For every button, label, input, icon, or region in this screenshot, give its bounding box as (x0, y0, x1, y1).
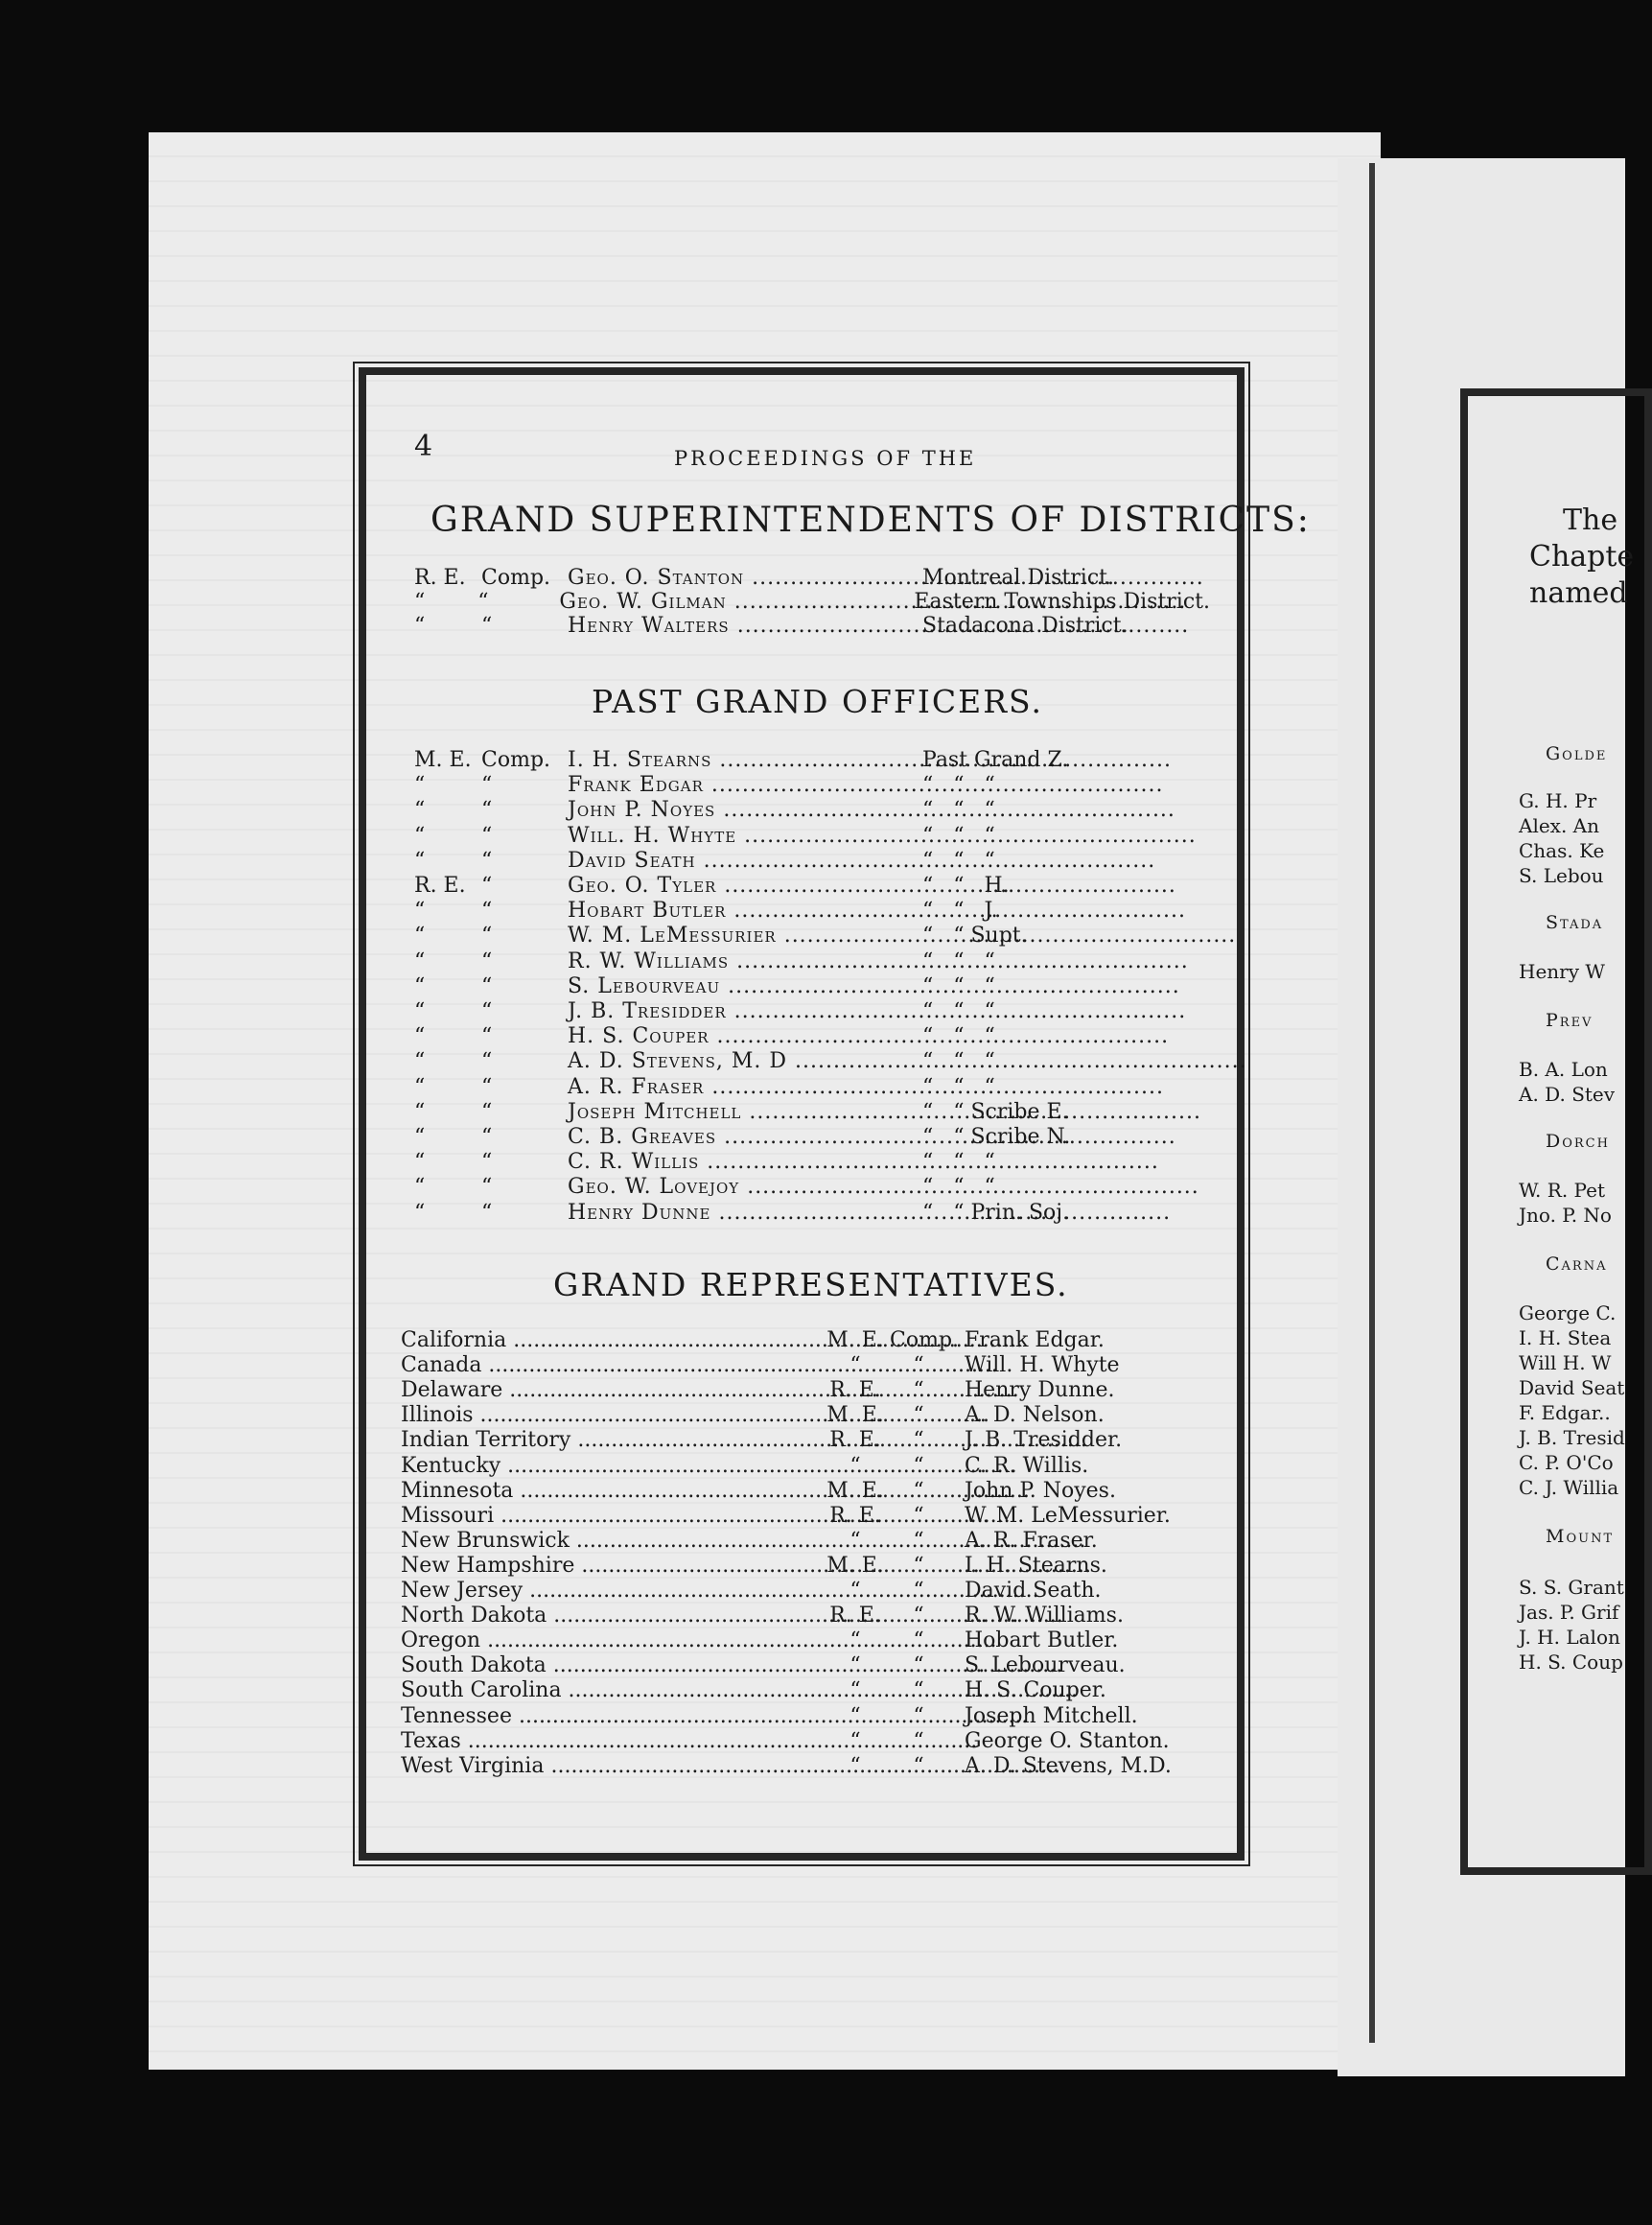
state-name: Texas ..... (401, 1729, 821, 1753)
state-name: West Virginia ..... (401, 1754, 821, 1778)
page-gutter (1369, 163, 1375, 2043)
state-name: New Brunswick ..... (401, 1529, 821, 1553)
comp-label: “ (913, 1628, 924, 1653)
officer-name: I. H. Stearns ..... (568, 748, 922, 772)
officer-name: C. B. Greaves ..... (568, 1125, 922, 1149)
rank-label: “ (849, 1753, 861, 1778)
page-number: 4 (414, 430, 433, 463)
rank-label: M. E. (826, 1478, 884, 1503)
state-name: Minnesota ..... (401, 1479, 821, 1503)
comp-label: “ (913, 1753, 924, 1778)
state-name: Tennessee ..... (401, 1704, 821, 1728)
facing-name-line: Alex. An (1519, 814, 1599, 837)
past-officer-row (414, 924, 1181, 949)
comp-label: “ (913, 1528, 924, 1553)
facing-intro-line: Chapte (1529, 540, 1635, 574)
comp-label: Comp. (481, 566, 551, 590)
comp-label: “ (913, 1453, 924, 1478)
district-label: Stadacona District. (922, 614, 1128, 638)
facing-name-line: Chas. Ke (1519, 839, 1605, 862)
office-label: “ “ “ (922, 1074, 995, 1099)
office-label: “ “ “ (922, 999, 995, 1023)
representative-name: I. H. Stearns. (965, 1553, 1107, 1578)
comp-label: “ (913, 1604, 924, 1628)
representative-row (401, 1604, 1197, 1628)
past-officer-row (414, 899, 1181, 924)
office-label: “ “ Supt. (922, 924, 1028, 949)
officer-name: A. D. Stevens, M. D ..... (568, 1049, 922, 1073)
comp-label: “ (913, 1353, 924, 1378)
representative-row (401, 1678, 1197, 1703)
comp-label: “ (481, 1150, 493, 1175)
comp-label: “ (481, 924, 493, 949)
representative-name: W. M. LeMessurier. (965, 1503, 1171, 1528)
rank-label: “ (414, 848, 426, 873)
representative-row (401, 1754, 1197, 1779)
comp-label: “ (913, 1579, 924, 1603)
past-officer-row (414, 1075, 1181, 1100)
office-label: “ “ “ (922, 973, 995, 998)
rank-label: R. E. (829, 1503, 881, 1528)
rank-label: “ (849, 1628, 861, 1653)
comp-label: “ (913, 1678, 924, 1703)
rank-label: “ (414, 1125, 426, 1149)
officer-name: John P. Noyes ..... (568, 798, 922, 822)
rank-label: R. E. (414, 874, 466, 898)
superintendents-heading: GRAND SUPERINTENDENTS OF DISTRICTS: (430, 501, 1311, 540)
facing-name-line: Jno. P. No (1519, 1204, 1612, 1227)
rank-label: R. E. (829, 1378, 881, 1403)
running-head: PROCEEDINGS OF THE (674, 447, 977, 470)
facing-name-line: Jas. P. Grif (1519, 1601, 1619, 1624)
representative-row (401, 1579, 1197, 1604)
facing-name-line: F. Edgar.. (1519, 1401, 1611, 1424)
rank-label: “ (414, 973, 426, 998)
comp-label: “ (481, 973, 493, 998)
representative-name: A. R. Fraser. (965, 1528, 1098, 1553)
facing-name-line: I. H. Stea (1519, 1326, 1612, 1349)
representative-name: Will. H. Whyte (965, 1353, 1120, 1378)
representative-row (401, 1328, 1197, 1353)
representatives-heading: GRAND REPRESENTATIVES. (553, 1266, 1069, 1303)
rank-label: “ (849, 1453, 861, 1478)
comp-label: “ (913, 1378, 924, 1403)
comp-label: “ (481, 614, 493, 638)
district-label: Eastern Townships District. (914, 590, 1210, 614)
state-name: California ..... (401, 1328, 821, 1352)
facing-name-line: David Seat (1519, 1376, 1625, 1399)
office-label: “ “ Scribe E. (922, 1099, 1069, 1124)
facing-section-heading: Mount (1546, 1526, 1615, 1547)
office-label: “ “ “ (922, 1175, 995, 1200)
officer-name: Hobart Butler ..... (568, 899, 922, 923)
representative-name: R. W. Williams. (965, 1604, 1124, 1628)
comp-label: “ (481, 1200, 493, 1225)
comp-label: “ (481, 949, 493, 973)
comp-label: “ (481, 1024, 493, 1049)
state-name: South Dakota ..... (401, 1653, 821, 1677)
facing-name-line: S. S. Grant (1519, 1576, 1624, 1599)
facing-name-line: S. Lebou (1519, 864, 1604, 887)
representative-row (401, 1628, 1197, 1653)
office-label: “ “ “ (922, 798, 995, 823)
state-name: Missouri ..... (401, 1504, 821, 1528)
state-name: North Dakota ..... (401, 1604, 821, 1628)
rank-label: “ (414, 899, 426, 924)
facing-section-heading: Carna (1546, 1253, 1608, 1275)
state-name: New Hampshire ..... (401, 1554, 821, 1578)
officer-name: Henry Dunne ..... (568, 1201, 922, 1225)
rank-label: “ (414, 1049, 426, 1074)
past-officer-row (414, 874, 1181, 899)
facing-name-line: Henry W (1519, 960, 1605, 983)
comp-label: “ (481, 848, 493, 873)
past-officer-row (414, 748, 1181, 773)
facing-section-heading: Golde (1546, 743, 1608, 764)
rank-label: “ (414, 590, 426, 614)
past-officer-row (414, 974, 1181, 999)
officer-name: Geo. W. Lovejoy ..... (568, 1175, 922, 1199)
representative-row (401, 1704, 1197, 1729)
representative-name: Henry Dunne. (965, 1378, 1115, 1403)
facing-name-line: J. H. Lalon (1519, 1626, 1620, 1649)
comp-label: “ (913, 1478, 924, 1503)
representative-name: John P. Noyes. (965, 1478, 1116, 1503)
representative-name: David Seath. (965, 1579, 1102, 1603)
representative-row (401, 1504, 1197, 1529)
facing-intro-line: The (1563, 504, 1618, 537)
facing-name-line: J. B. Tresid (1519, 1426, 1625, 1449)
rank-label: M. E. (826, 1403, 884, 1428)
past-officer-row (414, 824, 1181, 849)
state-name: Indian Territory ..... (401, 1428, 821, 1452)
rank-label: “ (849, 1353, 861, 1378)
comp-label: “ (913, 1728, 924, 1753)
rank-label: M. E. (826, 1328, 884, 1352)
representative-row (401, 1554, 1197, 1579)
representative-row (401, 1403, 1197, 1428)
representative-name: Hobart Butler. (965, 1628, 1119, 1653)
officer-name: R. W. Williams ..... (568, 949, 922, 973)
comp-label: “ (913, 1428, 924, 1453)
rank-label: “ (414, 798, 426, 823)
office-label: “ “ “ (922, 823, 995, 848)
officer-name: C. R. Willis ..... (568, 1150, 922, 1174)
representative-name: C. R. Willis. (965, 1453, 1089, 1478)
rank-label: “ (414, 949, 426, 973)
past-officer-row (414, 1024, 1181, 1049)
comp-label: “ (481, 999, 493, 1023)
officer-name: Geo. O. Stanton ..... (568, 566, 922, 590)
comp-label: “ (481, 773, 493, 798)
representative-name: A. D. Nelson. (965, 1403, 1105, 1428)
past-officer-row (414, 949, 1181, 974)
comp-label: Comp. (890, 1328, 960, 1352)
facing-page-clip (1467, 396, 1635, 1863)
facing-name-line: C. J. Willia (1519, 1476, 1619, 1499)
state-name: South Carolina ..... (401, 1678, 821, 1702)
superintendent-row (414, 566, 1210, 591)
office-label: “ “ Scribe N. (922, 1125, 1071, 1149)
comp-label: “ (481, 1049, 493, 1074)
rank-label: “ (414, 1024, 426, 1049)
rank-label: M. E. (826, 1553, 884, 1578)
rank-label: “ (414, 924, 426, 949)
comp-label: “ (913, 1503, 924, 1528)
facing-name-line: C. P. O'Co (1519, 1451, 1614, 1474)
office-label: “ “ “ (922, 773, 995, 798)
comp-label: “ (481, 1125, 493, 1149)
rank-label: “ (414, 999, 426, 1023)
representative-name: A. D. Stevens, M.D. (965, 1753, 1172, 1778)
office-label: “ “ Prin. Soj. (922, 1200, 1070, 1225)
rank-label: “ (414, 1074, 426, 1099)
superintendent-row (414, 614, 1210, 639)
comp-label: “ (913, 1553, 924, 1578)
state-name: New Jersey ..... (401, 1579, 821, 1603)
officer-name: J. B. Tresidder ..... (568, 999, 922, 1023)
past-officer-row (414, 849, 1181, 874)
rank-label: “ (849, 1528, 861, 1553)
rank-label: “ (414, 614, 426, 638)
officer-name: W. M. LeMessurier ..... (568, 924, 922, 948)
office-label: “ “ J. (922, 899, 998, 924)
officer-name: S. Lebourveau ..... (568, 974, 922, 998)
comp-label: “ (481, 798, 493, 823)
past-officer-row (414, 798, 1181, 823)
past-officer-row (414, 773, 1181, 798)
officer-name: H. S. Couper ..... (568, 1024, 922, 1048)
representative-name: Joseph Mitchell. (965, 1703, 1138, 1728)
comp-label: “ (481, 899, 493, 924)
facing-name-line: W. R. Pet (1519, 1179, 1605, 1202)
facing-intro-line: named (1529, 576, 1628, 610)
comp-label: “ (481, 823, 493, 848)
rank-label: “ (414, 1200, 426, 1225)
office-label: “ “ “ (922, 1024, 995, 1049)
office-label: “ “ H. (922, 874, 1010, 898)
representative-name: S. Lebourveau. (965, 1653, 1126, 1678)
officer-name: Geo. O. Tyler ..... (568, 874, 922, 898)
representative-row (401, 1653, 1197, 1678)
representative-row (401, 1729, 1197, 1754)
representative-row (401, 1479, 1197, 1504)
past-officer-row (414, 1201, 1181, 1226)
officer-name: Frank Edgar ..... (568, 773, 922, 797)
facing-name-line: George C. (1519, 1301, 1617, 1324)
representative-name: George O. Stanton. (965, 1728, 1170, 1753)
comp-label: “ (913, 1703, 924, 1728)
facing-section-heading: Stada (1546, 912, 1604, 933)
comp-label: “ (481, 1175, 493, 1200)
past-officer-row (414, 1175, 1181, 1200)
comp-label: “ (481, 874, 493, 898)
rank-label: “ (849, 1728, 861, 1753)
state-name: Oregon ..... (401, 1628, 821, 1652)
past-officers-heading: PAST GRAND OFFICERS. (592, 683, 1043, 720)
representative-row (401, 1529, 1197, 1554)
representative-name: J. B. Tresidder. (965, 1428, 1123, 1453)
office-label: “ “ “ (922, 848, 995, 873)
rank-label: “ (414, 823, 426, 848)
comp-label: “ (913, 1403, 924, 1428)
rank-label: “ (849, 1678, 861, 1703)
officer-name: Joseph Mitchell ..... (568, 1100, 922, 1124)
district-label: Montreal District. (922, 566, 1114, 590)
representative-row (401, 1428, 1197, 1453)
comp-label: “ (481, 1074, 493, 1099)
representative-name: Frank Edgar. (965, 1328, 1105, 1352)
rank-label: “ (414, 773, 426, 798)
representative-name: H. S. Couper. (965, 1678, 1106, 1703)
office-label: “ “ “ (922, 1150, 995, 1175)
superintendent-row (414, 590, 1210, 615)
past-officer-row (414, 1125, 1181, 1150)
rank-label: R. E. (414, 566, 466, 590)
officer-name: Geo. W. Gilman ..... (559, 590, 914, 614)
facing-section-heading: Prev (1546, 1010, 1594, 1031)
rank-label: “ (414, 1175, 426, 1200)
rank-label: R. E. (829, 1428, 881, 1453)
state-name: Illinois ..... (401, 1403, 821, 1427)
rank-label: “ (849, 1579, 861, 1603)
comp-label: Comp. (481, 748, 551, 772)
officer-name: A. R. Fraser ..... (568, 1075, 922, 1099)
state-name: Delaware ..... (401, 1378, 821, 1402)
rank-label: “ (849, 1703, 861, 1728)
representative-row (401, 1378, 1197, 1403)
officer-name: Will. H. Whyte ..... (568, 824, 922, 848)
rank-label: “ (414, 1099, 426, 1124)
rank-label: “ (414, 1150, 426, 1175)
rank-label: M. E. (414, 748, 472, 772)
facing-section-heading: Dorch (1546, 1131, 1610, 1152)
rank-label: “ (849, 1653, 861, 1678)
comp-label: “ (913, 1653, 924, 1678)
state-name: Canada ..... (401, 1353, 821, 1377)
past-officer-row (414, 1150, 1181, 1175)
representative-row (401, 1454, 1197, 1479)
past-officer-row (414, 1100, 1181, 1125)
officer-name: David Seath ..... (568, 849, 922, 873)
office-label: “ “ “ (922, 1049, 995, 1074)
comp-label: “ (481, 1099, 493, 1124)
rank-label: R. E. (829, 1604, 881, 1628)
office-label: Past Grand Z. (922, 748, 1069, 772)
facing-name-line: A. D. Stev (1519, 1083, 1616, 1106)
officer-name: Henry Walters ..... (568, 614, 922, 638)
facing-name-line: B. A. Lon (1519, 1058, 1608, 1081)
state-name: Kentucky ..... (401, 1454, 821, 1478)
past-officer-row (414, 999, 1181, 1024)
facing-name-line: H. S. Coup (1519, 1651, 1623, 1674)
comp-label: “ (477, 590, 489, 614)
office-label: “ “ “ (922, 949, 995, 973)
facing-name-line: Will H. W (1519, 1351, 1612, 1374)
representative-row (401, 1353, 1197, 1378)
past-officer-row (414, 1049, 1181, 1074)
facing-name-line: G. H. Pr (1519, 789, 1597, 812)
